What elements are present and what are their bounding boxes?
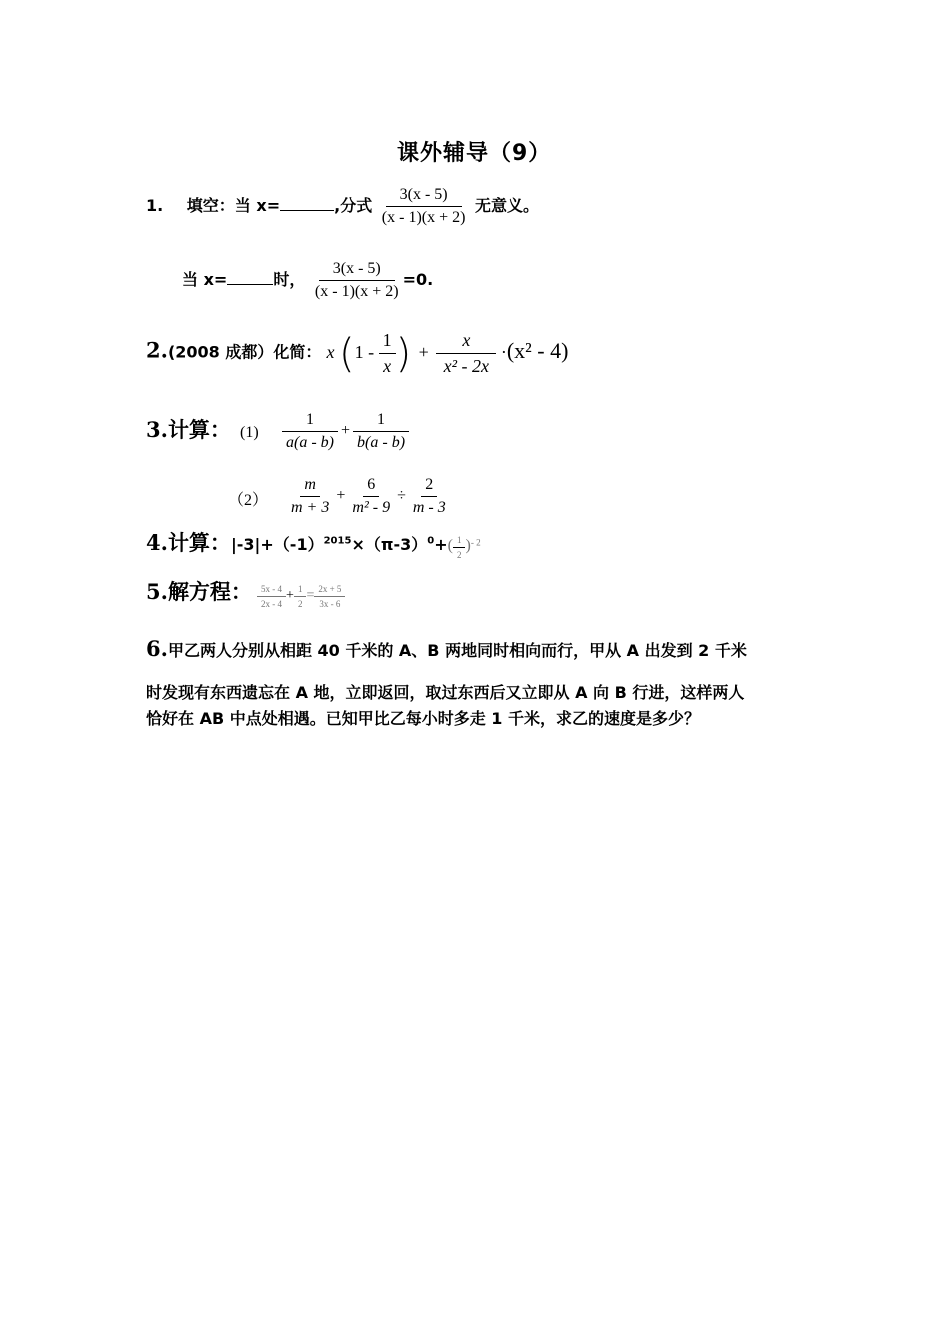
- fraction-2x5-over-3x6: [314, 584, 345, 609]
- fraction-numerator: 1: [294, 584, 307, 597]
- divide-sign: ÷: [397, 487, 406, 505]
- question-3-label: 计算：: [167, 417, 231, 442]
- fraction-5x4-over-2x4: [257, 584, 286, 609]
- answer-blank-1: [280, 196, 334, 211]
- fraction-q1a: [378, 186, 470, 227]
- question-4-number: 4.: [146, 530, 168, 555]
- question-3-number: 3.: [146, 417, 168, 442]
- fraction-denominator: x² - 2x: [443, 356, 490, 376]
- question-1-mid: ,分式: [334, 196, 373, 215]
- fraction-numerator: 3(x - 5): [319, 260, 395, 281]
- fraction-numerator: 1: [379, 330, 396, 354]
- fraction-denominator: 2: [297, 599, 303, 610]
- question-4-mid: ×（π-3）: [351, 535, 428, 554]
- question-4: [146, 527, 481, 560]
- question-1-tail: 无意义。: [475, 196, 540, 215]
- page-title: 课外辅导（9）: [397, 141, 552, 166]
- question-1-line2-tail: =0.: [402, 270, 434, 289]
- fraction-3a: [282, 411, 338, 452]
- variable-x: x: [326, 341, 335, 362]
- question-6-line-1: 甲乙两人分别从相距 40 千米的 A、B 两地同时相向而行，甲从 A 出发到 2 千米: [167, 641, 747, 660]
- fraction-denominator: b(a - b): [357, 434, 406, 451]
- question-5-label: 解方程：: [167, 579, 252, 604]
- half-power-term: ( $\frac{1}{2}$ )$^{- 2}$: [447, 534, 481, 560]
- fraction-denominator: 2: [456, 549, 462, 560]
- dot-operator: ·: [500, 341, 507, 362]
- question-5-number: 5.: [146, 579, 168, 604]
- fraction-denominator: m - 3: [412, 499, 446, 516]
- fraction-numerator: 1: [282, 411, 338, 432]
- fraction-6-over-m2-9: [348, 476, 394, 517]
- fraction-numerator: 5x - 4: [257, 584, 286, 597]
- question-1-number: 1.: [146, 196, 164, 215]
- question-5-equation: [257, 584, 345, 610]
- fraction-denominator: a(a - b): [286, 434, 334, 451]
- fraction-denominator: x: [383, 356, 392, 376]
- question-3-part-1-expression: [282, 411, 409, 452]
- fraction-numerator: 1: [353, 411, 409, 432]
- fraction-numerator: x: [436, 330, 496, 354]
- plus-sign: +: [418, 341, 429, 362]
- plus-sign: +: [341, 422, 351, 440]
- question-1-line2-prefix: 当 x=: [182, 270, 228, 289]
- plus-sign: +: [434, 535, 448, 554]
- question-6-line-3: 恰好在 AB 中点处相遇。已知甲比乙每小时多走 1 千米，求乙的速度是多少？: [146, 709, 700, 728]
- plus-sign: +: [336, 487, 346, 505]
- question-2-expression: [326, 330, 569, 377]
- fraction-3b: [353, 411, 409, 452]
- fraction-denominator: m + 3: [291, 499, 330, 516]
- question-5: [146, 576, 345, 609]
- right-paren: ): [395, 330, 412, 377]
- question-6-number: 6.: [146, 636, 168, 661]
- term-one: 1 -: [354, 341, 375, 362]
- fraction-numerator: 3(x - 5): [386, 186, 462, 207]
- question-1-line2-mid: 时，: [273, 270, 306, 289]
- question-2-source: (2008 成都）化简：: [167, 342, 322, 362]
- fraction-numerator: 2: [421, 476, 437, 497]
- question-6-line-2: 时发现有东西遗忘在 A 地，立即返回，取过东西后又立即从 A 向 B 行进，这样两人: [146, 683, 745, 702]
- fraction-denominator: 3x - 6: [319, 599, 341, 610]
- term-x2-minus-4: (x² - 4): [506, 337, 569, 363]
- question-3-part-2-label: （2）: [228, 492, 269, 509]
- question-1-line-2: [182, 260, 433, 301]
- fraction-denominator: (x - 1)(x + 2): [381, 209, 466, 226]
- fraction-1-over-2: [294, 584, 307, 609]
- fraction-x-over-x2-2x: [436, 330, 496, 377]
- answer-blank-2: [227, 270, 273, 285]
- fraction-numerator: 2x + 5: [314, 584, 345, 597]
- fraction-numerator: m: [300, 476, 320, 497]
- fraction-denominator: m² - 9: [352, 499, 391, 516]
- question-3-part-2-expression: [287, 476, 450, 517]
- question-6: [146, 630, 826, 732]
- fraction-q1b: [311, 260, 403, 301]
- question-2-number: 2.: [146, 337, 168, 363]
- question-4-label: 计算：: [167, 530, 231, 555]
- fraction-numerator: 1: [453, 535, 466, 548]
- question-3-part-1-label: (1): [240, 424, 259, 441]
- question-1-label: 填空：当 x=: [186, 196, 281, 215]
- plus-sign: +: [286, 588, 294, 603]
- exponent-minus-2: - 2: [470, 537, 481, 548]
- exponent-0: 0: [427, 535, 435, 547]
- question-2: [146, 330, 568, 377]
- fraction-denominator: (x - 1)(x + 2): [314, 283, 399, 300]
- left-paren: (: [338, 330, 355, 377]
- fraction-one-over-x: [379, 330, 396, 377]
- question-4-expression: |-3|+（-1）: [230, 535, 324, 554]
- exponent-2015: 2015: [323, 535, 352, 547]
- question-1: [146, 186, 539, 227]
- fraction-m-over-m3: [287, 476, 333, 517]
- fraction-numerator: 6: [363, 476, 379, 497]
- question-3: [146, 414, 259, 444]
- fraction-2-over-m3: [409, 476, 450, 517]
- equals-sign: =: [306, 588, 315, 603]
- fraction-denominator: 2x - 4: [261, 599, 283, 610]
